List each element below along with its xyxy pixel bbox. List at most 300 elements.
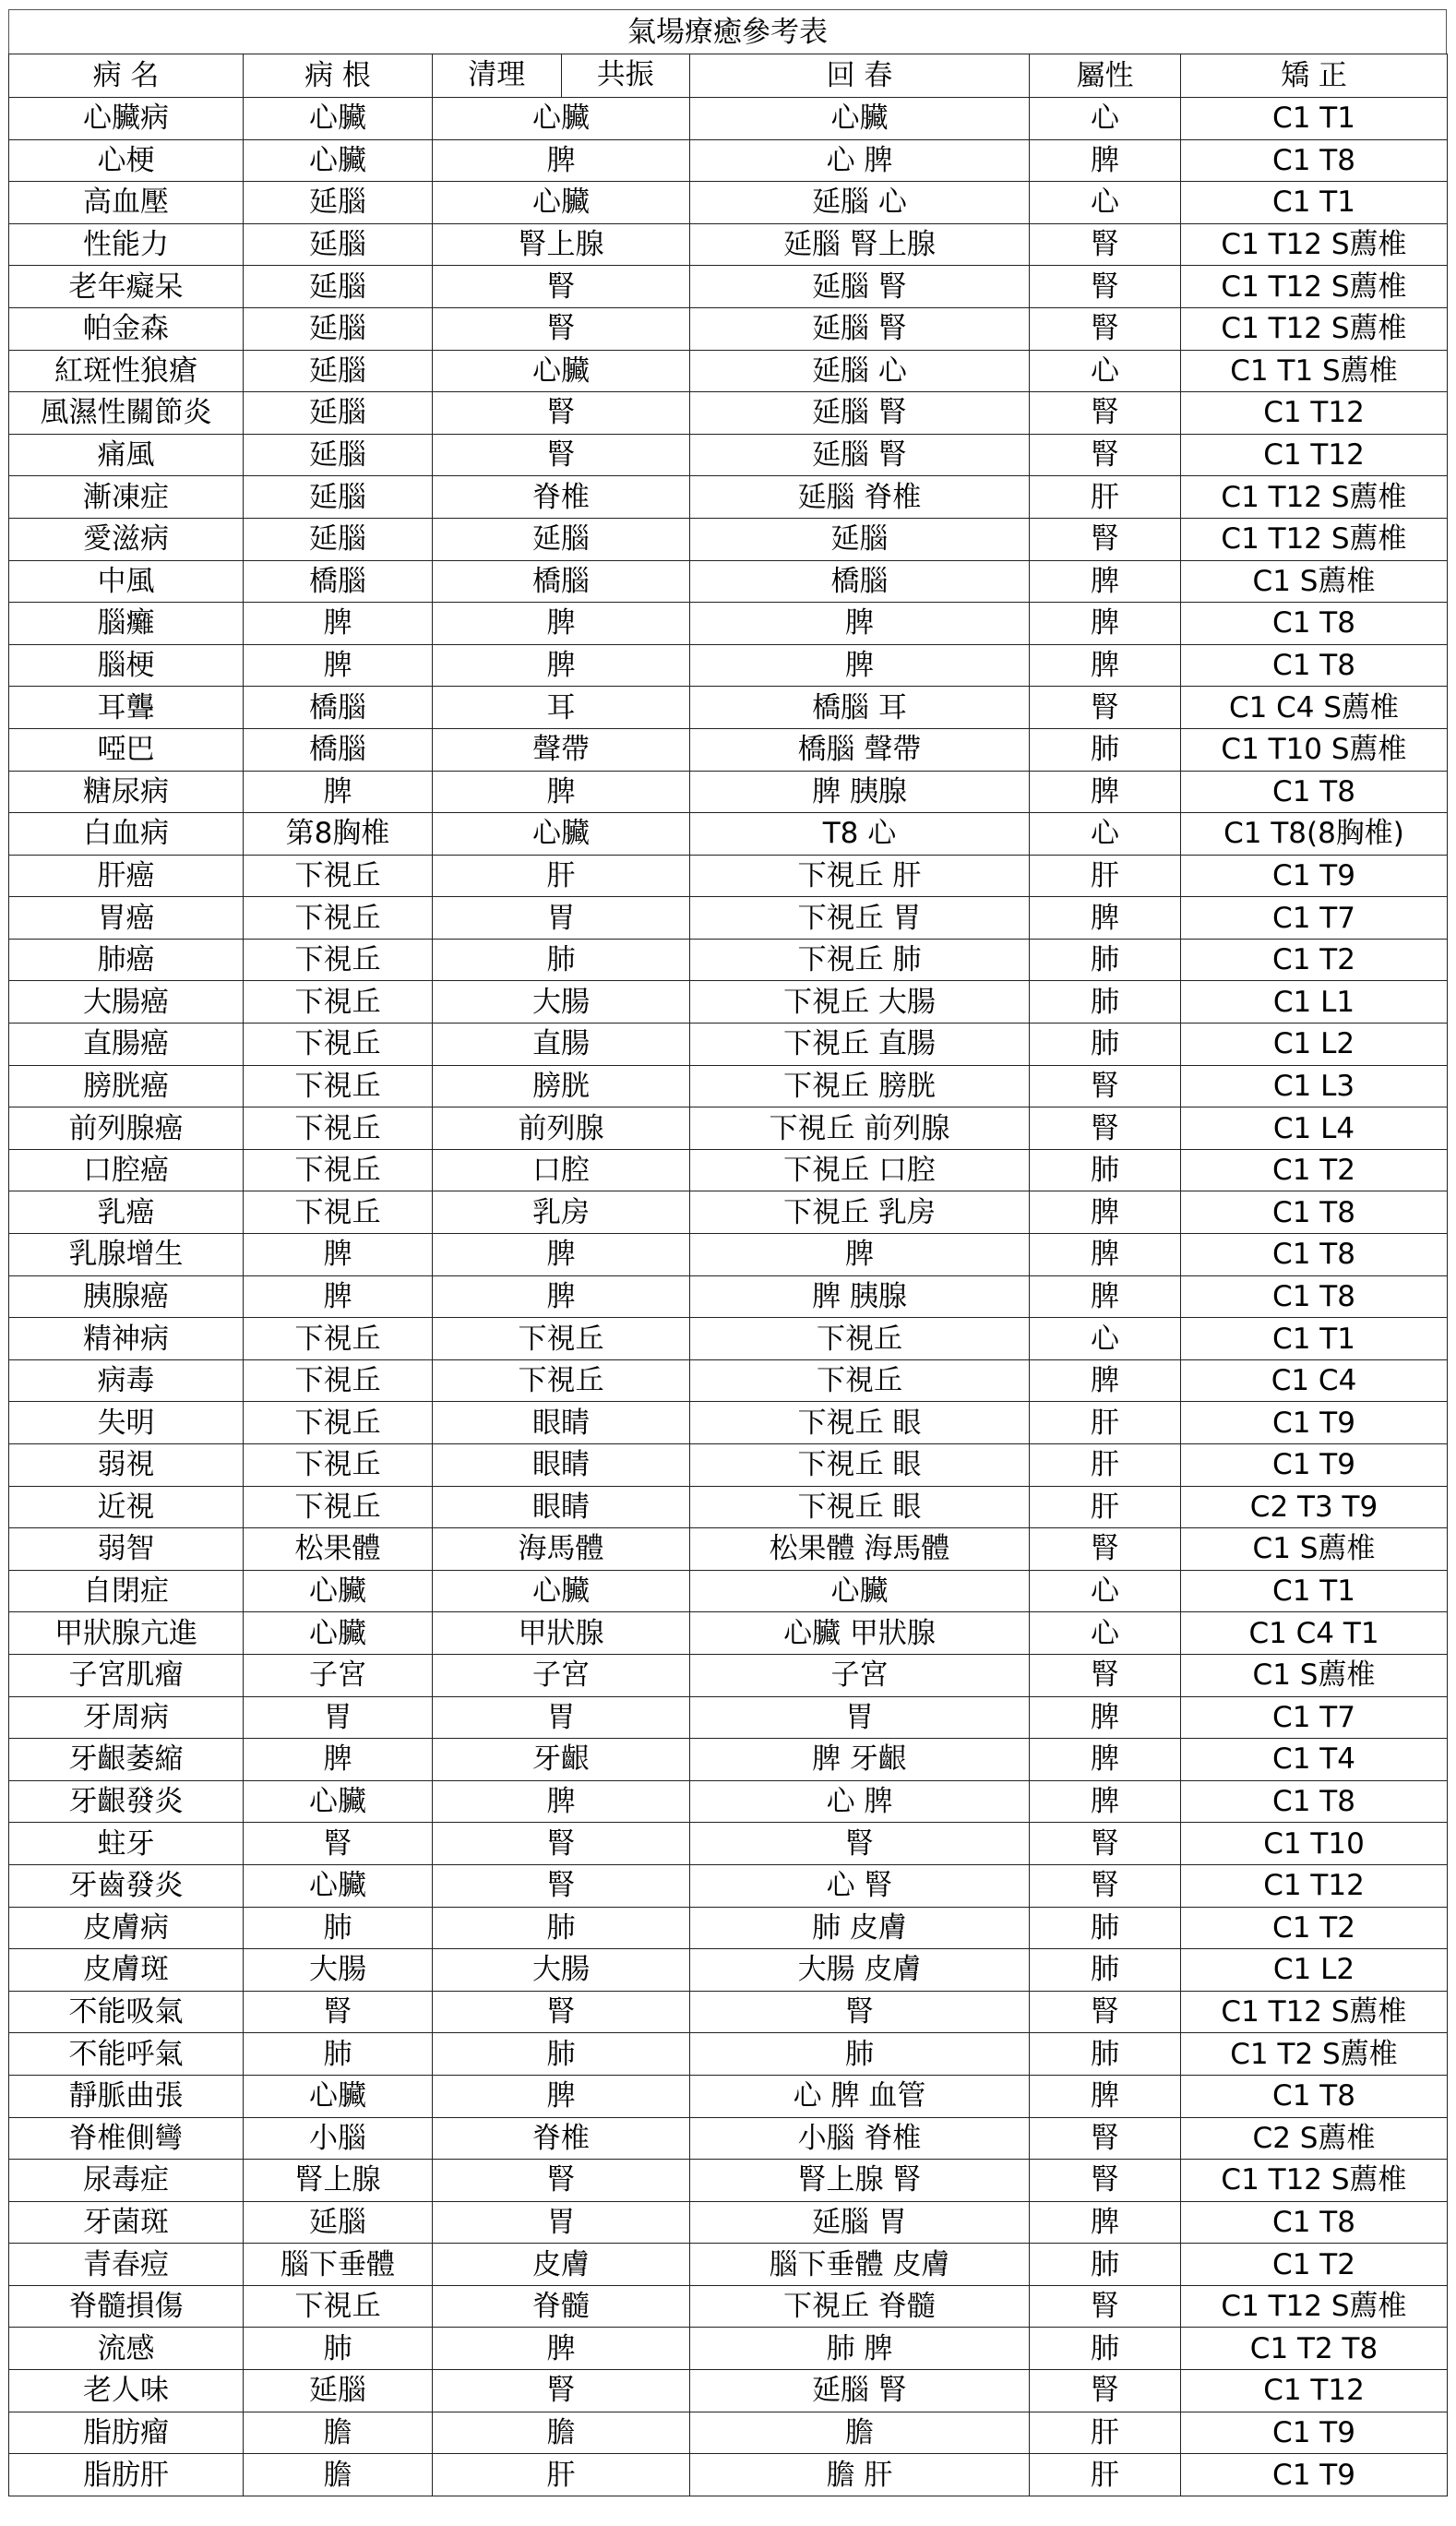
cell-rejuvenate: 下視丘 眼 <box>690 1486 1030 1528</box>
cell-correction: C1 T2 <box>1181 939 1448 981</box>
cell-rejuvenate: 膽 <box>690 2412 1030 2454</box>
cell-disease-name: 肺癌 <box>9 939 244 981</box>
cell-rejuvenate: 下視丘 <box>690 1359 1030 1402</box>
cell-correction: C1 T12 S薦椎 <box>1181 476 1448 519</box>
cell-attribute: 脾 <box>1030 1780 1181 1823</box>
cell-clean-resonate: 腎 <box>433 392 690 435</box>
cell-clean-resonate: 肺 <box>433 1907 690 1949</box>
table-row <box>9 1780 1448 1823</box>
cell-disease-name: 直腸癌 <box>9 1024 244 1066</box>
cell-attribute: 脾 <box>1030 2201 1181 2244</box>
cell-correction: C1 L3 <box>1181 1065 1448 1107</box>
cell-disease-name: 痛風 <box>9 434 244 476</box>
cell-correction: C1 T12 <box>1181 2370 1448 2412</box>
cell-disease-name: 膀胱癌 <box>9 1065 244 1107</box>
cell-clean-resonate: 膀胱 <box>433 1065 690 1107</box>
cell-root: 第8胸椎 <box>244 813 433 856</box>
cell-rejuvenate: 大腸 皮膚 <box>690 1949 1030 1992</box>
cell-correction: C1 T7 <box>1181 897 1448 940</box>
cell-disease-name: 青春痘 <box>9 2244 244 2286</box>
cell-clean-resonate: 心臟 <box>433 98 690 140</box>
cell-disease-name: 漸凍症 <box>9 476 244 519</box>
cell-attribute: 肺 <box>1030 728 1181 771</box>
header-resonate: 共振 <box>596 58 654 91</box>
cell-disease-name: 性能力 <box>9 223 244 266</box>
cell-clean-resonate: 脾 <box>433 1275 690 1318</box>
table-row <box>9 2285 1448 2328</box>
cell-clean-resonate: 心臟 <box>433 813 690 856</box>
cell-correction: C1 T1 <box>1181 182 1448 224</box>
cell-attribute: 肝 <box>1030 1486 1181 1528</box>
cell-disease-name: 老人味 <box>9 2370 244 2412</box>
cell-attribute: 心 <box>1030 98 1181 140</box>
cell-clean-resonate: 眼睛 <box>433 1444 690 1487</box>
table-row <box>9 182 1448 224</box>
cell-rejuvenate: 橋腦 <box>690 560 1030 603</box>
cell-attribute: 腎 <box>1030 518 1181 560</box>
cell-clean-resonate: 口腔 <box>433 1149 690 1191</box>
cell-rejuvenate: 心臟 <box>690 98 1030 140</box>
cell-root: 心臟 <box>244 1864 433 1907</box>
cell-clean-resonate: 腎 <box>433 266 690 308</box>
cell-disease-name: 胃癌 <box>9 897 244 940</box>
cell-root: 下視丘 <box>244 897 433 940</box>
cell-root: 下視丘 <box>244 1149 433 1191</box>
cell-rejuvenate: 下視丘 脊髓 <box>690 2285 1030 2328</box>
table-row <box>9 1065 1448 1107</box>
cell-attribute: 心 <box>1030 1318 1181 1360</box>
cell-disease-name: 高血壓 <box>9 182 244 224</box>
table-row <box>9 1823 1448 1865</box>
table-row <box>9 434 1448 476</box>
cell-root: 下視丘 <box>244 1065 433 1107</box>
cell-root: 脾 <box>244 603 433 645</box>
cell-clean-resonate: 大腸 <box>433 1949 690 1992</box>
cell-attribute: 肝 <box>1030 476 1181 519</box>
table-row <box>9 1528 1448 1571</box>
cell-attribute: 心 <box>1030 182 1181 224</box>
cell-disease-name: 靜脈曲張 <box>9 2075 244 2117</box>
table-row <box>9 1949 1448 1992</box>
cell-disease-name: 啞巴 <box>9 728 244 771</box>
cell-root: 延腦 <box>244 476 433 519</box>
table-row <box>9 771 1448 813</box>
table-row <box>9 1234 1448 1276</box>
cell-rejuvenate: 下視丘 <box>690 1318 1030 1360</box>
cell-attribute: 肝 <box>1030 855 1181 897</box>
cell-rejuvenate: 下視丘 大腸 <box>690 981 1030 1024</box>
cell-attribute: 肺 <box>1030 939 1181 981</box>
cell-attribute: 肺 <box>1030 2033 1181 2076</box>
cell-disease-name: 乳癌 <box>9 1191 244 1234</box>
cell-attribute: 心 <box>1030 350 1181 392</box>
cell-attribute: 脾 <box>1030 897 1181 940</box>
cell-attribute: 脾 <box>1030 1191 1181 1234</box>
cell-disease-name: 蛀牙 <box>9 1823 244 1865</box>
cell-clean-resonate: 延腦 <box>433 518 690 560</box>
cell-rejuvenate: 橋腦 聲帶 <box>690 728 1030 771</box>
cell-disease-name: 白血病 <box>9 813 244 856</box>
cell-rejuvenate: 延腦 心 <box>690 182 1030 224</box>
cell-disease-name: 甲狀腺亢進 <box>9 1612 244 1655</box>
table-row <box>9 1864 1448 1907</box>
cell-clean-resonate: 眼睛 <box>433 1402 690 1444</box>
cell-disease-name: 牙菌斑 <box>9 2201 244 2244</box>
cell-disease-name: 牙齦萎縮 <box>9 1739 244 1781</box>
table-row <box>9 307 1448 350</box>
table-body <box>9 98 1448 2496</box>
header-clean: 清理 <box>433 54 562 97</box>
cell-correction: C1 T1 <box>1181 1318 1448 1360</box>
cell-root: 延腦 <box>244 350 433 392</box>
cell-attribute: 肺 <box>1030 1907 1181 1949</box>
cell-attribute: 肺 <box>1030 2328 1181 2370</box>
cell-correction: C1 T2 S薦椎 <box>1181 2033 1448 2076</box>
cell-attribute: 肝 <box>1030 1444 1181 1487</box>
cell-disease-name: 風濕性關節炎 <box>9 392 244 435</box>
cell-clean-resonate: 胃 <box>433 1696 690 1739</box>
cell-clean-resonate: 肺 <box>433 2033 690 2076</box>
cell-correction: C1 T10 <box>1181 1823 1448 1865</box>
table-row <box>9 1107 1448 1150</box>
cell-clean-resonate: 眼睛 <box>433 1486 690 1528</box>
cell-disease-name: 不能呼氣 <box>9 2033 244 2076</box>
cell-correction: C1 T8 <box>1181 1234 1448 1276</box>
cell-disease-name: 耳聾 <box>9 687 244 729</box>
cell-correction: C1 T8 <box>1181 603 1448 645</box>
cell-clean-resonate: 腎 <box>433 2160 690 2202</box>
cell-disease-name: 近視 <box>9 1486 244 1528</box>
table-row <box>9 2244 1448 2286</box>
cell-root: 脾 <box>244 644 433 687</box>
cell-root: 心臟 <box>244 1570 433 1612</box>
cell-clean-resonate: 心臟 <box>433 350 690 392</box>
cell-correction: C1 T1 <box>1181 98 1448 140</box>
table-row <box>9 223 1448 266</box>
cell-rejuvenate: 延腦 腎 <box>690 434 1030 476</box>
cell-clean-resonate: 脾 <box>433 2328 690 2370</box>
cell-attribute: 腎 <box>1030 1528 1181 1571</box>
cell-correction: C1 T2 <box>1181 1907 1448 1949</box>
cell-root: 延腦 <box>244 2201 433 2244</box>
cell-disease-name: 弱視 <box>9 1444 244 1487</box>
cell-correction: C1 T12 <box>1181 392 1448 435</box>
cell-clean-resonate: 脾 <box>433 771 690 813</box>
cell-root: 下視丘 <box>244 939 433 981</box>
cell-rejuvenate: 延腦 胃 <box>690 2201 1030 2244</box>
cell-attribute: 腎 <box>1030 434 1181 476</box>
cell-root: 松果體 <box>244 1528 433 1571</box>
cell-attribute: 脾 <box>1030 644 1181 687</box>
cell-correction: C1 T8 <box>1181 139 1448 182</box>
cell-attribute: 脾 <box>1030 603 1181 645</box>
table-row <box>9 855 1448 897</box>
cell-disease-name: 精神病 <box>9 1318 244 1360</box>
cell-attribute: 肺 <box>1030 2244 1181 2286</box>
cell-correction: C1 T12 S薦椎 <box>1181 2160 1448 2202</box>
cell-rejuvenate: 延腦 腎 <box>690 266 1030 308</box>
cell-disease-name: 牙周病 <box>9 1696 244 1739</box>
cell-clean-resonate: 乳房 <box>433 1191 690 1234</box>
table-row <box>9 1444 1448 1487</box>
cell-attribute: 肝 <box>1030 1402 1181 1444</box>
cell-correction: C1 L2 <box>1181 1024 1448 1066</box>
cell-clean-resonate: 心臟 <box>433 1570 690 1612</box>
cell-correction: C1 T8 <box>1181 2075 1448 2117</box>
cell-clean-resonate: 脾 <box>433 139 690 182</box>
cell-correction: C1 T12 <box>1181 1864 1448 1907</box>
cell-root: 肺 <box>244 2033 433 2076</box>
table-row <box>9 1024 1448 1066</box>
cell-root: 下視丘 <box>244 1024 433 1066</box>
cell-root: 延腦 <box>244 266 433 308</box>
table-row <box>9 1991 1448 2033</box>
cell-disease-name: 脂肪瘤 <box>9 2412 244 2454</box>
cell-rejuvenate: 子宮 <box>690 1654 1030 1696</box>
cell-attribute: 心 <box>1030 1612 1181 1655</box>
cell-rejuvenate: 下視丘 胃 <box>690 897 1030 940</box>
cell-rejuvenate: 膽 肝 <box>690 2454 1030 2496</box>
cell-attribute: 脾 <box>1030 560 1181 603</box>
table-row <box>9 1612 1448 1655</box>
cell-rejuvenate: 胃 <box>690 1696 1030 1739</box>
table-row <box>9 603 1448 645</box>
table-row <box>9 1191 1448 1234</box>
cell-correction: C1 T2 T8 <box>1181 2328 1448 2370</box>
cell-rejuvenate: 延腦 脊椎 <box>690 476 1030 519</box>
cell-disease-name: 自閉症 <box>9 1570 244 1612</box>
cell-correction: C1 T1 <box>1181 1570 1448 1612</box>
table-row <box>9 1696 1448 1739</box>
table-row <box>9 139 1448 182</box>
cell-root: 下視丘 <box>244 1402 433 1444</box>
cell-attribute: 脾 <box>1030 771 1181 813</box>
cell-root: 延腦 <box>244 518 433 560</box>
table-row <box>9 476 1448 519</box>
table-row <box>9 687 1448 729</box>
cell-clean-resonate: 肝 <box>433 2454 690 2496</box>
cell-correction: C1 T9 <box>1181 2454 1448 2496</box>
cell-correction: C1 T2 <box>1181 1149 1448 1191</box>
table-row <box>9 2454 1448 2496</box>
cell-clean-resonate: 脾 <box>433 603 690 645</box>
table-row <box>9 1318 1448 1360</box>
cell-attribute: 腎 <box>1030 223 1181 266</box>
cell-rejuvenate: 下視丘 肺 <box>690 939 1030 981</box>
cell-root: 橋腦 <box>244 687 433 729</box>
cell-clean-resonate: 皮膚 <box>433 2244 690 2286</box>
cell-correction: C1 T8 <box>1181 1780 1448 1823</box>
cell-clean-resonate: 脾 <box>433 2075 690 2117</box>
cell-attribute: 肺 <box>1030 981 1181 1024</box>
cell-correction: C1 L1 <box>1181 981 1448 1024</box>
cell-root: 下視丘 <box>244 1318 433 1360</box>
cell-clean-resonate: 腎 <box>433 307 690 350</box>
cell-disease-name: 皮膚斑 <box>9 1949 244 1992</box>
header-correction: 矯 正 <box>1181 54 1448 98</box>
cell-disease-name: 糖尿病 <box>9 771 244 813</box>
cell-rejuvenate: 小腦 脊椎 <box>690 2117 1030 2160</box>
table-row <box>9 266 1448 308</box>
cell-root: 下視丘 <box>244 1444 433 1487</box>
table-row <box>9 813 1448 856</box>
cell-rejuvenate: 脾 胰腺 <box>690 1275 1030 1318</box>
cell-disease-name: 失明 <box>9 1402 244 1444</box>
cell-correction: C1 T8 <box>1181 644 1448 687</box>
reference-sheet <box>8 9 1447 2496</box>
cell-attribute: 肝 <box>1030 2412 1181 2454</box>
cell-root: 脾 <box>244 1234 433 1276</box>
header-clean-resonate <box>433 54 690 98</box>
table-row <box>9 981 1448 1024</box>
therapy-table <box>8 54 1448 2496</box>
cell-root: 橋腦 <box>244 728 433 771</box>
cell-root: 肺 <box>244 2328 433 2370</box>
cell-clean-resonate: 腎 <box>433 1823 690 1865</box>
cell-correction: C1 T8 <box>1181 1191 1448 1234</box>
cell-rejuvenate: 腎 <box>690 1991 1030 2033</box>
cell-clean-resonate: 肺 <box>433 939 690 981</box>
cell-root: 下視丘 <box>244 1191 433 1234</box>
cell-rejuvenate: 心 脾 <box>690 139 1030 182</box>
cell-root: 下視丘 <box>244 1359 433 1402</box>
cell-clean-resonate: 胃 <box>433 2201 690 2244</box>
cell-rejuvenate: 脾 <box>690 1234 1030 1276</box>
cell-root: 延腦 <box>244 434 433 476</box>
cell-disease-name: 腦癱 <box>9 603 244 645</box>
cell-correction: C1 T1 S薦椎 <box>1181 350 1448 392</box>
cell-rejuvenate: 脾 <box>690 603 1030 645</box>
table-row <box>9 2328 1448 2370</box>
cell-rejuvenate: 脾 <box>690 644 1030 687</box>
cell-correction: C1 S薦椎 <box>1181 1654 1448 1696</box>
cell-disease-name: 胰腺癌 <box>9 1275 244 1318</box>
cell-clean-resonate: 胃 <box>433 897 690 940</box>
cell-attribute: 腎 <box>1030 1107 1181 1150</box>
cell-rejuvenate: 下視丘 膀胱 <box>690 1065 1030 1107</box>
cell-clean-resonate: 下視丘 <box>433 1318 690 1360</box>
table-row <box>9 2033 1448 2076</box>
cell-clean-resonate: 耳 <box>433 687 690 729</box>
cell-root: 下視丘 <box>244 1107 433 1150</box>
cell-rejuvenate: 延腦 腎 <box>690 392 1030 435</box>
cell-root: 延腦 <box>244 182 433 224</box>
cell-attribute: 肝 <box>1030 2454 1181 2496</box>
cell-rejuvenate: T8 心 <box>690 813 1030 856</box>
cell-disease-name: 心梗 <box>9 139 244 182</box>
cell-clean-resonate: 腎 <box>433 434 690 476</box>
table-row <box>9 1486 1448 1528</box>
cell-root: 下視丘 <box>244 2285 433 2328</box>
cell-clean-resonate: 脾 <box>433 1780 690 1823</box>
cell-rejuvenate: 下視丘 前列腺 <box>690 1107 1030 1150</box>
cell-correction: C1 C4 T1 <box>1181 1612 1448 1655</box>
cell-clean-resonate: 腎上腺 <box>433 223 690 266</box>
cell-disease-name: 心臟病 <box>9 98 244 140</box>
cell-attribute: 脾 <box>1030 2075 1181 2117</box>
cell-rejuvenate: 心臟 甲狀腺 <box>690 1612 1030 1655</box>
cell-root: 心臟 <box>244 98 433 140</box>
cell-root: 腦下垂體 <box>244 2244 433 2286</box>
page-title: 氣場療癒參考表 <box>8 9 1447 54</box>
cell-root: 腎上腺 <box>244 2160 433 2202</box>
cell-clean-resonate: 橋腦 <box>433 560 690 603</box>
cell-attribute: 肺 <box>1030 1024 1181 1066</box>
cell-attribute: 腎 <box>1030 2160 1181 2202</box>
cell-disease-name: 不能吸氣 <box>9 1991 244 2033</box>
cell-attribute: 腎 <box>1030 1065 1181 1107</box>
table-row <box>9 1570 1448 1612</box>
cell-rejuvenate: 下視丘 肝 <box>690 855 1030 897</box>
cell-correction: C1 T12 <box>1181 434 1448 476</box>
cell-root: 延腦 <box>244 392 433 435</box>
cell-correction: C1 T4 <box>1181 1739 1448 1781</box>
cell-disease-name: 牙齒發炎 <box>9 1864 244 1907</box>
cell-attribute: 腎 <box>1030 1654 1181 1696</box>
cell-rejuvenate: 下視丘 直腸 <box>690 1024 1030 1066</box>
cell-disease-name: 口腔癌 <box>9 1149 244 1191</box>
cell-correction: C1 L4 <box>1181 1107 1448 1150</box>
table-row <box>9 350 1448 392</box>
cell-disease-name: 腦梗 <box>9 644 244 687</box>
table-row <box>9 1149 1448 1191</box>
cell-disease-name: 肝癌 <box>9 855 244 897</box>
header-disease-name: 病 名 <box>9 54 244 98</box>
cell-correction: C1 T12 S薦椎 <box>1181 1991 1448 2033</box>
cell-clean-resonate: 牙齦 <box>433 1739 690 1781</box>
cell-rejuvenate: 心臟 <box>690 1570 1030 1612</box>
cell-correction: C1 T8 <box>1181 771 1448 813</box>
cell-disease-name: 前列腺癌 <box>9 1107 244 1150</box>
header-row <box>9 54 1448 98</box>
cell-attribute: 腎 <box>1030 2285 1181 2328</box>
cell-correction: C1 T9 <box>1181 2412 1448 2454</box>
cell-disease-name: 紅斑性狼瘡 <box>9 350 244 392</box>
cell-attribute: 脾 <box>1030 139 1181 182</box>
table-row <box>9 897 1448 940</box>
cell-root: 膽 <box>244 2454 433 2496</box>
cell-disease-name: 子宮肌瘤 <box>9 1654 244 1696</box>
cell-root: 脾 <box>244 1275 433 1318</box>
cell-correction: C1 T8(8胸椎) <box>1181 813 1448 856</box>
table-row <box>9 2160 1448 2202</box>
cell-attribute: 脾 <box>1030 1359 1181 1402</box>
cell-rejuvenate: 下視丘 眼 <box>690 1402 1030 1444</box>
cell-root: 心臟 <box>244 139 433 182</box>
table-row <box>9 1739 1448 1781</box>
cell-root: 腎 <box>244 1823 433 1865</box>
cell-rejuvenate: 延腦 腎上腺 <box>690 223 1030 266</box>
cell-clean-resonate: 子宮 <box>433 1654 690 1696</box>
cell-disease-name: 老年癡呆 <box>9 266 244 308</box>
cell-root: 脾 <box>244 771 433 813</box>
cell-rejuvenate: 下視丘 眼 <box>690 1444 1030 1487</box>
cell-root: 下視丘 <box>244 855 433 897</box>
cell-rejuvenate: 橋腦 耳 <box>690 687 1030 729</box>
cell-disease-name: 牙齦發炎 <box>9 1780 244 1823</box>
cell-correction: C1 T8 <box>1181 2201 1448 2244</box>
table-row <box>9 2075 1448 2117</box>
cell-attribute: 脾 <box>1030 1234 1181 1276</box>
cell-disease-name: 皮膚病 <box>9 1907 244 1949</box>
cell-disease-name: 乳腺增生 <box>9 1234 244 1276</box>
cell-correction: C1 C4 <box>1181 1359 1448 1402</box>
cell-attribute: 心 <box>1030 1570 1181 1612</box>
table-row <box>9 939 1448 981</box>
cell-correction: C1 T8 <box>1181 1275 1448 1318</box>
cell-clean-resonate: 肝 <box>433 855 690 897</box>
cell-correction: C1 T12 S薦椎 <box>1181 307 1448 350</box>
